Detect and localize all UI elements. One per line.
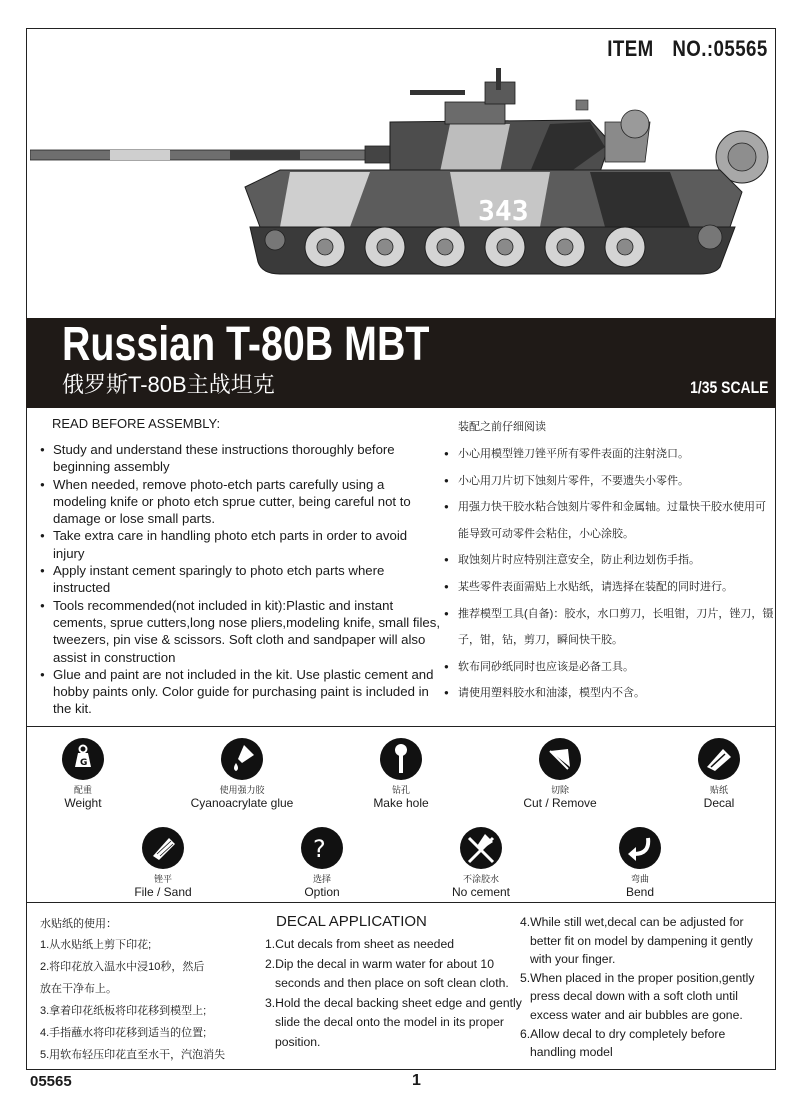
scale-label: 1/35 SCALE <box>689 378 768 397</box>
list-item: 放在干净布上。 <box>40 983 117 995</box>
list-item: 2.Dip the decal in warm water for about 10 seconds and then place on soft clean cloth. <box>265 956 509 990</box>
symbol-glue <box>162 737 322 810</box>
hull-number: 343 <box>478 194 529 227</box>
read-before-list <box>40 441 440 718</box>
cut-icon <box>538 737 582 781</box>
symbol-label: Cut / Remove <box>523 796 597 810</box>
decal-icon <box>697 737 741 781</box>
symbol-label: Option <box>304 885 340 899</box>
symbol-label: Weight <box>64 796 102 810</box>
tank-illustration <box>30 62 775 312</box>
list-item: ● Take extra care in handling photo etch parts in order to avoid injury <box>40 527 440 562</box>
no-cement-icon <box>459 826 503 870</box>
title-english: Russian T-80B MBT <box>62 318 430 371</box>
symbol-label-cn: 钻孔 <box>391 785 410 795</box>
list-item: 4.While still wet,decal can be adjusted for better fit on model by dampening it gently with your finger. <box>520 915 753 967</box>
list-item: 6.Allow decal to dry completely before handling model <box>520 1026 726 1060</box>
decal-heading: DECAL APPLICATION <box>276 913 427 930</box>
symbol-label-cn: 弯曲 <box>630 874 649 884</box>
list-item: ● 小心用模型锉刀锉平所有零件表面的注射浇口。 <box>444 441 774 468</box>
symbol-no-cement <box>401 826 561 899</box>
list-item: ● 小心用刀片切下蚀刻片零件，不要遗失小零件。 <box>444 468 774 495</box>
svg-text:?: ? <box>313 835 326 863</box>
list-item: 1.Cut decals from sheet as needed <box>265 937 455 951</box>
decal-heading-cn: 水贴纸的使用： <box>40 918 117 930</box>
list-item: ● Apply instant cement sparingly to photo etch parts where instructed <box>40 562 440 597</box>
decal-steps-4-6 <box>520 913 770 1062</box>
read-before-heading: READ BEFORE ASSEMBLY: <box>52 416 221 431</box>
symbol-drill <box>321 737 481 810</box>
symbol-label: Bend <box>625 885 655 899</box>
list-item: ● When needed, remove photo-etch parts carefully using a modeling knife or photo etch sprue cutter, being careful not to damage or lose small parts. <box>40 476 440 528</box>
svg-text:G: G <box>80 758 88 768</box>
list-item: ● Tools recommended(not included in kit):Plastic and instant cements, sprue cutters,long nose pliers,modeling knife, small files, tweezers, pin vise & scissors. Soft cloth and sandpaper will also assist in construction <box>40 597 440 666</box>
symbol-label: File / Sand <box>134 885 192 899</box>
list-item: 4.手指蘸水将印花移到适当的位置; <box>40 1027 207 1039</box>
read-before-heading-cn: 装配之前仔细阅读 <box>458 421 546 433</box>
symbol-label-cn: 切除 <box>550 785 569 795</box>
list-item: 5.用软布轻压印花直至水干，汽泡消失 <box>40 1049 226 1061</box>
list-item: ● 请使用塑料胶水和油漆，模型内不含。 <box>444 680 774 707</box>
item-number: ITEM NO.:05565 <box>607 36 768 61</box>
decal-steps-1-3 <box>265 935 525 1052</box>
symbol-label-cn: 不涂胶水 <box>462 874 499 884</box>
list-item: 2.将印花放入温水中浸10秒，然后 <box>40 961 205 973</box>
symbol-option <box>242 826 402 899</box>
symbol-label-cn: 选择 <box>312 874 331 884</box>
symbol-decal <box>639 737 799 810</box>
glue-icon <box>220 737 264 781</box>
symbol-file <box>83 826 243 899</box>
list-item: 3.Hold the decal backing sheet edge and gently slide the decal onto the model in its proper position. <box>265 995 522 1049</box>
list-item: ● Study and understand these instructions thoroughly before beginning assembly <box>40 441 440 476</box>
list-item: ● Glue and paint are not included in the kit. Use plastic cement and hobby paints only. Color guide for purchasing paint is included in the kit. <box>40 666 440 718</box>
symbol-label-cn: 贴纸 <box>709 785 728 795</box>
divider <box>26 902 776 903</box>
list-item: ● 取蚀刻片时应特别注意安全，防止利边划伤手指。 <box>444 547 774 574</box>
decal-list-cn <box>40 934 270 1066</box>
symbol-bend <box>560 826 720 899</box>
symbol-label: Cyanoacrylate glue <box>190 796 294 810</box>
file-icon <box>141 826 185 870</box>
drill-icon <box>379 737 423 781</box>
divider <box>26 726 776 727</box>
footer-item-number: 05565 <box>30 1073 72 1090</box>
list-item: ● 用强力快干胶水粘合蚀刻片零件和金属轴。过量快干胶水使用可能导致可动零件会粘住，小心涂胶。 <box>444 494 774 547</box>
list-item: 5.When placed in the proper position,gently press decal down with a soft cloth until excess water and air bubbles are gone. <box>520 970 755 1022</box>
list-item: 3.拿着印花纸板将印花移到模型上; <box>40 1005 207 1017</box>
symbol-label-cn: 配重 <box>73 785 92 795</box>
symbol-weight <box>3 737 163 810</box>
list-item: ● 软布同砂纸同时也应该是必备工具。 <box>444 654 774 681</box>
weight-icon <box>61 737 105 781</box>
read-before-list-cn <box>444 441 774 707</box>
symbol-label: Decal <box>703 796 735 810</box>
list-item: ● 某些零件表面需贴上水贴纸，请选择在装配的同时进行。 <box>444 574 774 601</box>
symbol-cut <box>480 737 640 810</box>
title-chinese: 俄罗斯T-80B主战坦克 <box>62 372 275 397</box>
option-icon <box>300 826 344 870</box>
symbol-label-cn: 使用强力胶 <box>219 785 265 795</box>
bend-icon <box>618 826 662 870</box>
symbol-label: Make hole <box>373 796 429 810</box>
page-number: 1 <box>412 1072 421 1089</box>
symbol-label-cn: 锉平 <box>153 874 172 884</box>
list-item: 1.从水贴纸上剪下印花; <box>40 939 152 951</box>
symbol-label: No cement <box>451 885 511 899</box>
list-item: ● 推荐模型工具(自备)：胶水，水口剪刀，长咀钳，刀片，锉刀，镊子，钳，钻，剪刀，瞬间快干胶。 <box>444 601 774 654</box>
